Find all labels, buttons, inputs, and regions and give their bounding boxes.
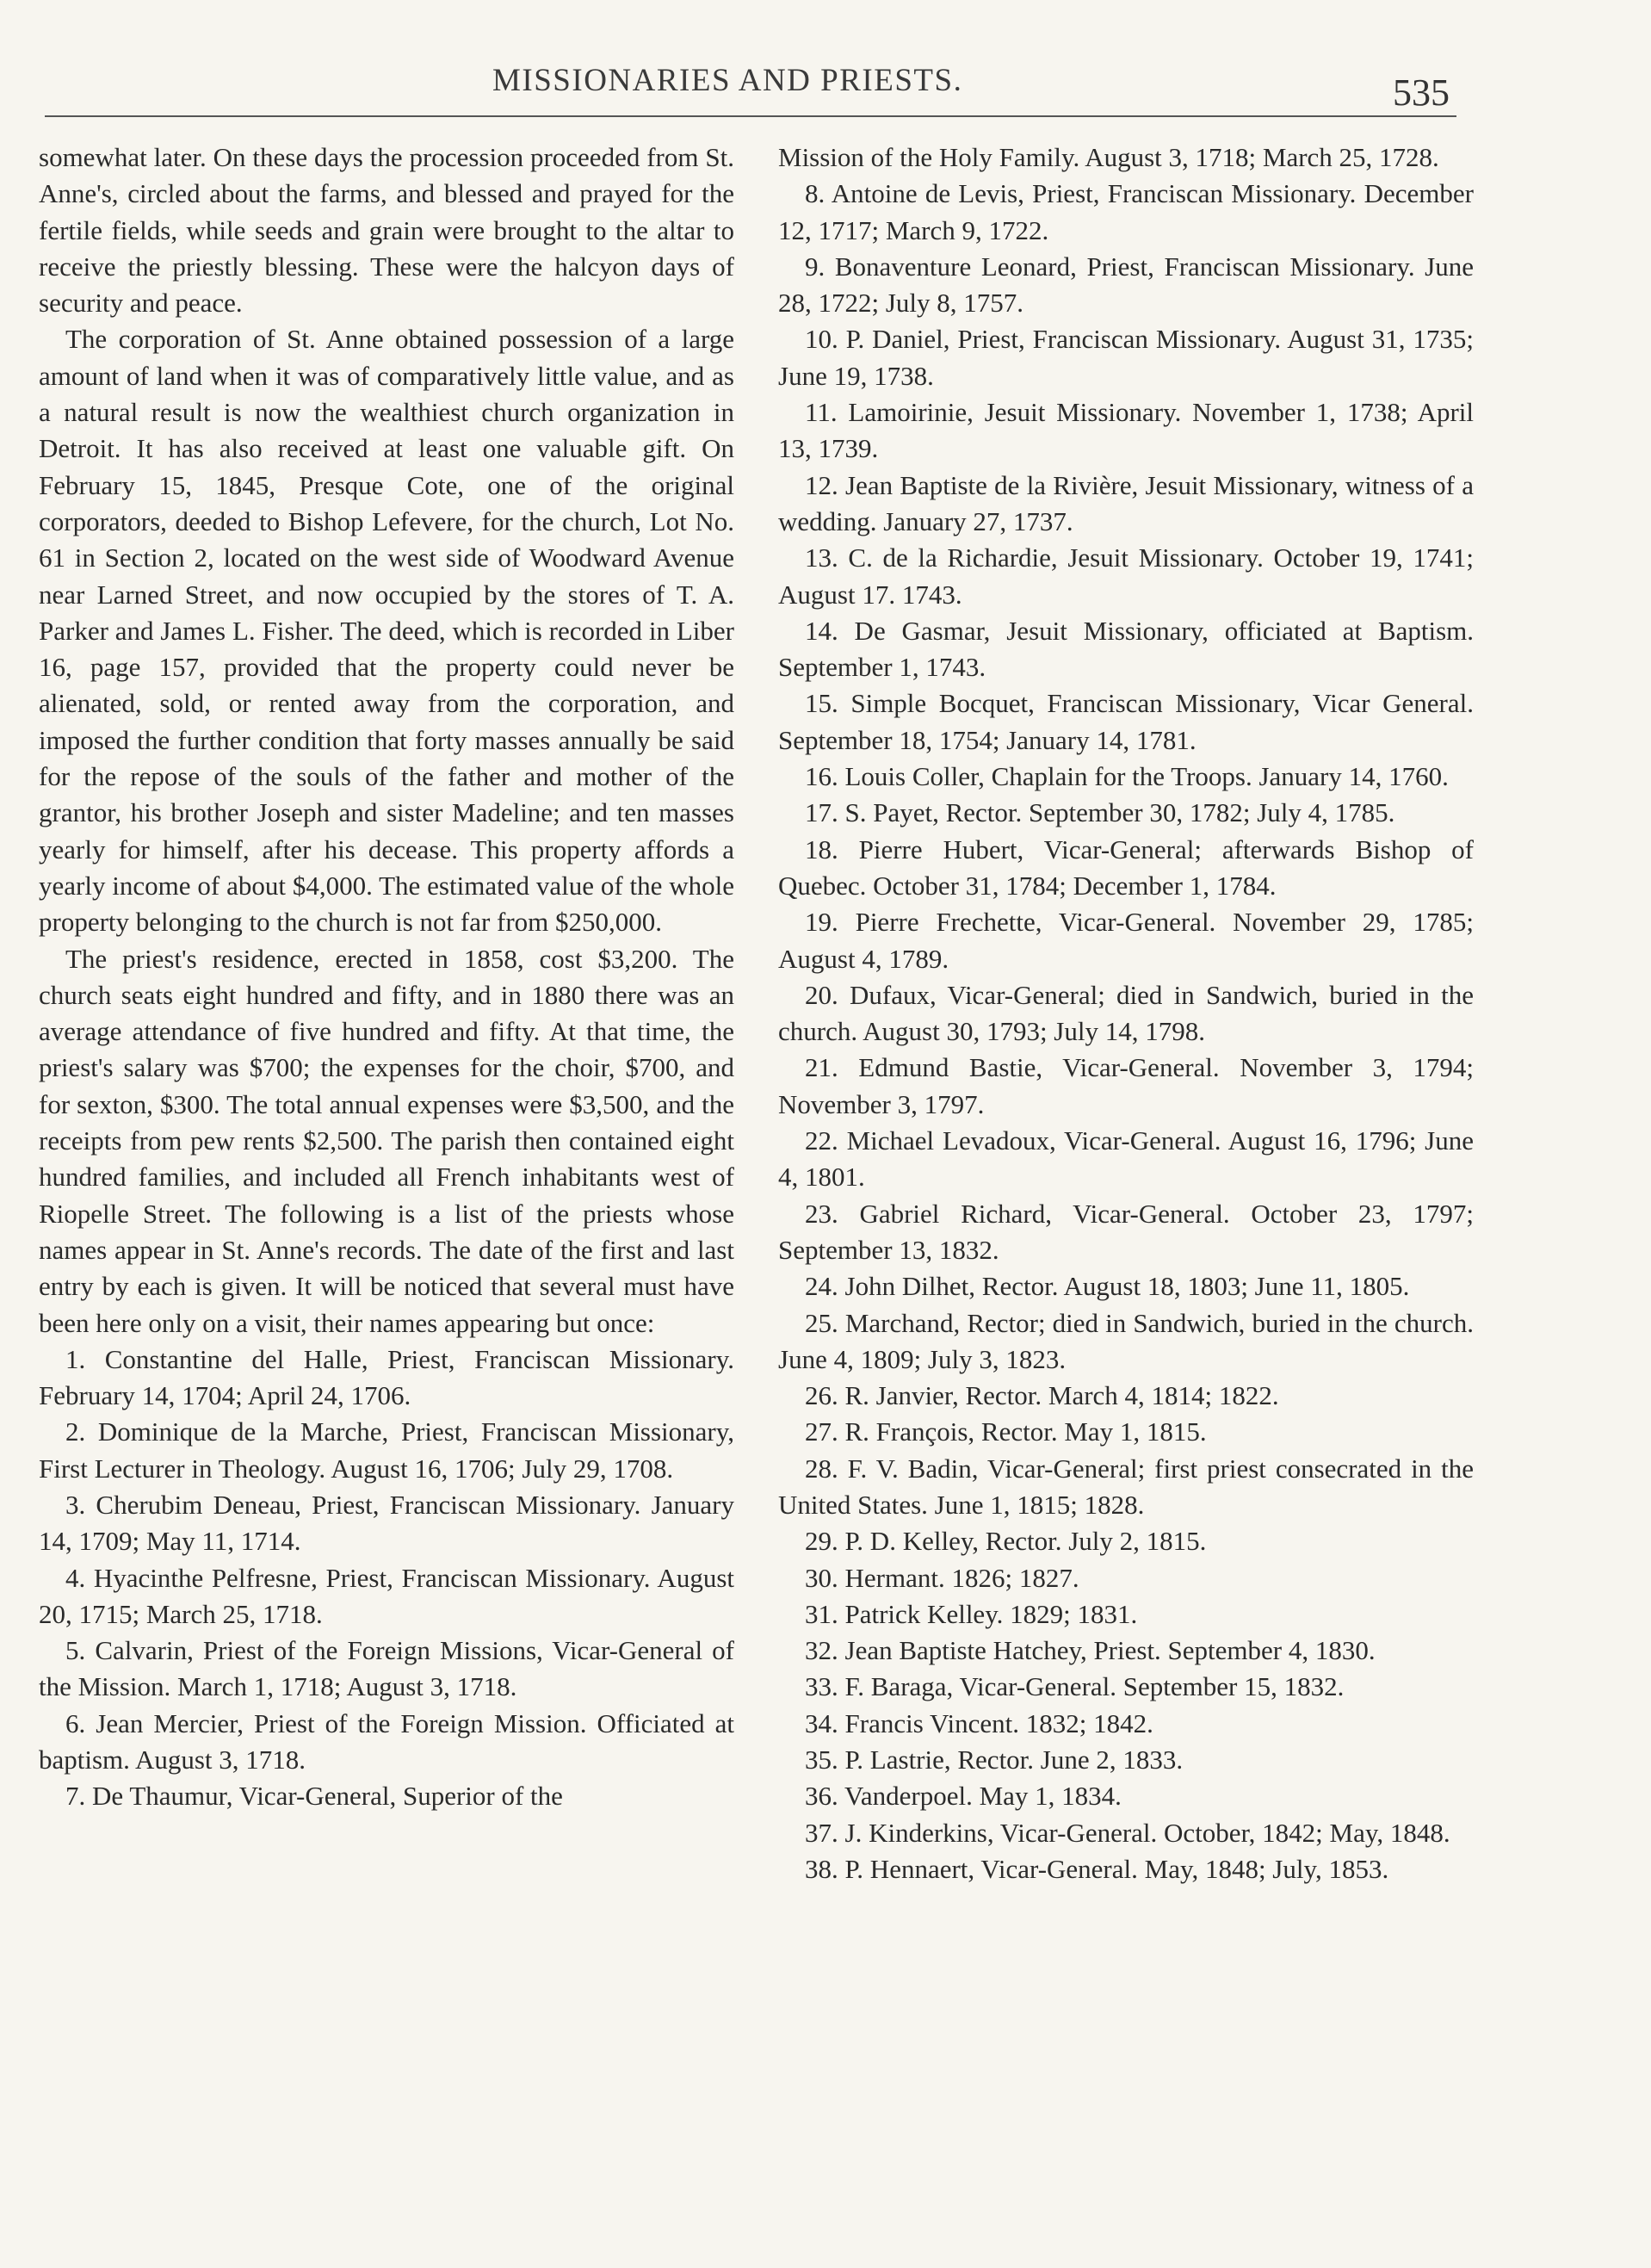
priest-entry: 38. P. Hennaert, Vicar-General. May, 1848; July, 1853.	[805, 1853, 1389, 1884]
priest-entry: 37. J. Kinderkins, Vicar-General. October, 1842; May, 1848.	[805, 1817, 1450, 1848]
priest-entry: 8. Antoine de Levis, Priest, Franciscan Missionary. December 12, 1717; March 9, 1722.	[778, 178, 1474, 245]
priest-entry: 2. Dominique de la Marche, Priest, Franciscan Missionary, First Lecturer in Theology. August 16, 1706; July 29, 1708.	[39, 1416, 734, 1484]
priest-entry: 33. F. Baraga, Vicar-General. September 15, 1832.	[805, 1671, 1345, 1702]
priest-entry: 26. R. Janvier, Rector. March 4, 1814; 1822.	[805, 1380, 1279, 1411]
priest-entry: 19. Pierre Frechette, Vicar-General. November 29, 1785; August 4, 1789.	[778, 907, 1474, 974]
priest-entry: 14. De Gasmar, Jesuit Missionary, officiated at Baptism. September 1, 1743.	[778, 615, 1474, 683]
priest-entry: 1. Constantine del Halle, Priest, Franciscan Missionary. February 14, 1704; April 24, 1706.	[39, 1343, 734, 1411]
priest-entry: 27. R. François, Rector. May 1, 1815.	[805, 1416, 1207, 1447]
priest-entry: 22. Michael Levadoux, Vicar-General. August 16, 1796; June 4, 1801.	[778, 1125, 1474, 1193]
paragraph: somewhat later. On these days the procession proceeded from St. Anne's, circled about the farms, and blessed and prayed for the fertile fields, while seeds and grain were brought to the altar to receive the priestly blessing. These were the halcyon days of security and peace.	[39, 142, 734, 319]
priest-entry: 21. Edmund Bastie, Vicar-General. November 3, 1794; November 3, 1797.	[778, 1052, 1474, 1119]
priest-entry: 4. Hyacinthe Pelfresne, Priest, Franciscan Missionary. August 20, 1715; March 25, 1718.	[39, 1562, 734, 1629]
priest-entry: 16. Louis Coller, Chaplain for the Troops. January 14, 1760.	[805, 761, 1449, 792]
priest-entry: 34. Francis Vincent. 1832; 1842.	[805, 1707, 1153, 1738]
priest-entry: 32. Jean Baptiste Hatchey, Priest. September 4, 1830.	[805, 1635, 1376, 1666]
priest-entry: 13. C. de la Richardie, Jesuit Missionary. October 19, 1741; August 17. 1743.	[778, 542, 1474, 610]
priest-entry: 12. Jean Baptiste de la Rivière, Jesuit Missionary, witness of a wedding. January 27, 1737.	[778, 469, 1474, 536]
paragraph: The corporation of St. Anne obtained possession of a large amount of land when it was of comparatively little value, and as a natural result is now the wealthiest church organization in Detroit. It has also received at least one valuable gift. On February 15, 1845, Presque Cote, one of the original corporators, deeded to Bishop Lefevere, for the church, Lot No. 61 in Section 2, located on the west side of Woodward Avenue near Larned Street, and now occupied by the stores of T. A. Parker and James L. Fisher. The deed, which is recorded in Liber 16, page 157, provided that the property could never be alienated, sold, or rented away from the corporation, and imposed the further condition that forty masses annually be said for the repose of the souls of the father and mother of the grantor, his brother Joseph and sister Madeline; and ten masses yearly for himself, after his decease. This property affords a yearly income of about $4,000. The estimated value of the whole property belonging to the church is not far from $250,000.	[39, 324, 734, 938]
priest-entry: 5. Calvarin, Priest of the Foreign Missions, Vicar-General of the Mission. March 1, 1718; August 3, 1718.	[39, 1635, 734, 1702]
priest-entry: 28. F. V. Badin, Vicar-General; first priest consecrated in the United States. June 1, 1815; 1828.	[778, 1453, 1474, 1520]
priest-entry: 30. Hermant. 1826; 1827.	[805, 1562, 1079, 1593]
right-column	[778, 139, 1474, 1887]
running-head	[0, 62, 1651, 122]
priest-entry: 7. De Thaumur, Vicar-General, Superior of the	[65, 1781, 563, 1812]
priest-entry: 36. Vanderpoel. May 1, 1834.	[805, 1781, 1122, 1812]
left-column	[39, 139, 734, 1815]
priest-entry: 9. Bonaventure Leonard, Priest, Franciscan Missionary. June 28, 1722; July 8, 1757.	[778, 251, 1474, 319]
page-number: 535	[1393, 71, 1450, 114]
priest-entry: 11. Lamoirinie, Jesuit Missionary. November 1, 1738; April 13, 1739.	[778, 397, 1474, 464]
header-rule	[45, 115, 1456, 117]
paragraph: The priest's residence, erected in 1858, cost $3,200. The church seats eight hundred and fifty, and in 1880 there was an average attendance of five hundred and fifty. At that time, the priest's salary was $700; the expenses for the choir, $700, and for sexton, $300. The total annual expenses were $3,500, and the receipts from pew rents $2,500. The parish then contained eight hundred families, and included all French inhabitants west of Riopelle Street. The following is a list of the priests whose names appear in St. Anne's records. The date of the first and last entry by each is given. It will be noticed that several must have been here only on a visit, their names appearing but once:	[39, 943, 734, 1338]
priest-entry: 3. Cherubim Deneau, Priest, Franciscan Missionary. January 14, 1709; May 11, 1714.	[39, 1489, 734, 1557]
running-head-title: MISSIONARIES AND PRIESTS.	[492, 63, 963, 98]
priest-entry: 10. P. Daniel, Priest, Franciscan Missionary. August 31, 1735; June 19, 1738.	[778, 324, 1474, 391]
priest-entry: 20. Dufaux, Vicar-General; died in Sandwich, buried in the church. August 30, 1793; July 14, 1798.	[778, 979, 1474, 1047]
priest-entry: 18. Pierre Hubert, Vicar-General; afterwards Bishop of Quebec. October 31, 1784; December 1, 1784.	[778, 833, 1474, 901]
priest-entry: 6. Jean Mercier, Priest of the Foreign Mission. Officiated at baptism. August 3, 1718.	[39, 1707, 734, 1775]
priest-entry: 24. John Dilhet, Rector. August 18, 1803; June 11, 1805.	[805, 1271, 1410, 1302]
priest-entry: 31. Patrick Kelley. 1829; 1831.	[805, 1598, 1138, 1629]
priest-entry: 15. Simple Bocquet, Franciscan Missionary, Vicar General. September 18, 1754; January 14, 1781.	[778, 688, 1474, 755]
priest-entry-continuation: Mission of the Holy Family. August 3, 1718; March 25, 1728.	[778, 142, 1439, 172]
priest-entry: 35. P. Lastrie, Rector. June 2, 1833.	[805, 1744, 1184, 1775]
priest-entry: 25. Marchand, Rector; died in Sandwich, buried in the church. June 4, 1809; July 3, 1823.	[778, 1307, 1474, 1374]
priest-entry: 17. S. Payet, Rector. September 30, 1782; July 4, 1785.	[805, 797, 1395, 828]
priest-entry: 29. P. D. Kelley, Rector. July 2, 1815.	[805, 1526, 1207, 1557]
priest-entry: 23. Gabriel Richard, Vicar-General. October 23, 1797; September 13, 1832.	[778, 1198, 1474, 1265]
